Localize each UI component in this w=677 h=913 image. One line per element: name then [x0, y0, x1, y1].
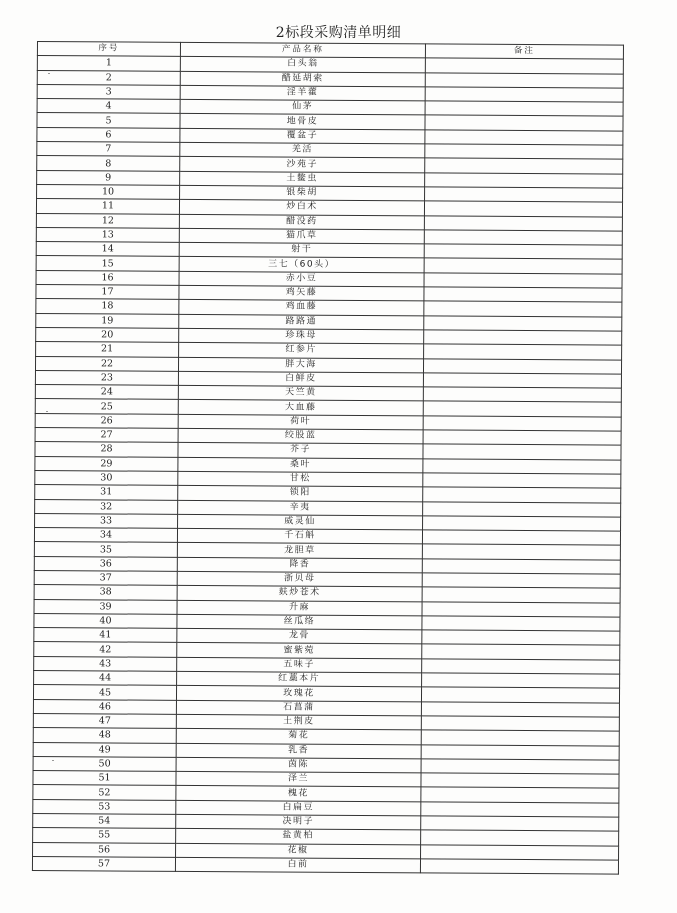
cell-seq: 13 — [36, 227, 179, 242]
cell-remark — [422, 673, 620, 689]
cell-remark — [422, 544, 620, 560]
cell-product-name: 白头翁 — [180, 57, 425, 73]
cell-remark — [421, 730, 619, 746]
cell-remark — [421, 702, 619, 718]
cell-seq: 38 — [34, 585, 177, 600]
cell-remark — [425, 101, 623, 117]
cell-seq: 36 — [34, 556, 177, 571]
cell-product-name: 白前 — [175, 857, 420, 873]
cell-seq: 34 — [34, 528, 177, 543]
cell-seq: 50 — [33, 756, 176, 771]
cell-seq: 21 — [36, 342, 179, 357]
cell-remark — [421, 687, 619, 703]
procurement-table — [32, 41, 624, 875]
cell-seq: 3 — [37, 84, 180, 99]
cell-remark — [422, 601, 620, 617]
cell-seq: 7 — [37, 142, 180, 157]
cell-seq: 2 — [37, 70, 180, 85]
cell-seq: 46 — [33, 699, 176, 714]
cell-remark — [421, 830, 619, 846]
cell-product-name: 蜜紫菀 — [177, 643, 422, 659]
cell-product-name: 锁阳 — [178, 486, 423, 502]
cell-seq: 14 — [36, 242, 179, 257]
cell-remark — [424, 301, 622, 317]
cell-product-name: 石菖蒲 — [176, 700, 421, 716]
cell-seq: 56 — [33, 842, 176, 857]
cell-product-name: 覆盆子 — [180, 128, 425, 144]
cell-remark — [425, 87, 623, 103]
cell-seq: 19 — [36, 313, 179, 328]
cell-seq: 45 — [33, 685, 176, 700]
cell-remark — [421, 744, 619, 760]
cell-product-name: 醋没药 — [179, 214, 424, 230]
cell-seq: 33 — [35, 513, 178, 528]
cell-remark — [425, 158, 623, 174]
cell-product-name: 三七（60头） — [179, 257, 424, 273]
cell-seq: 37 — [34, 570, 177, 585]
table-row — [32, 856, 618, 874]
cell-seq: 42 — [34, 642, 177, 657]
cell-product-name: 银柴胡 — [180, 185, 425, 201]
cell-product-name: 龙骨 — [177, 629, 422, 645]
cell-remark — [423, 458, 621, 474]
cell-seq: 8 — [37, 156, 180, 171]
cell-seq: 47 — [33, 713, 176, 728]
cell-seq: 25 — [35, 399, 178, 414]
cell-seq: 39 — [34, 599, 177, 614]
cell-product-name: 升麻 — [177, 600, 422, 616]
cell-product-name: 猫爪草 — [179, 228, 424, 244]
cell-seq: 9 — [37, 170, 180, 185]
cell-product-name: 绞股蓝 — [178, 428, 423, 444]
cell-product-name: 槐花 — [176, 786, 421, 802]
cell-product-name: 土鳖虫 — [180, 171, 425, 187]
cell-product-name: 降香 — [177, 557, 422, 573]
cell-product-name: 花椒 — [176, 843, 421, 859]
cell-remark — [423, 373, 621, 389]
cell-seq: 16 — [36, 270, 179, 285]
cell-seq: 1 — [37, 56, 180, 71]
header-remark: 备注 — [425, 44, 623, 60]
cell-seq: 44 — [34, 671, 177, 686]
cell-remark — [425, 144, 623, 160]
cell-remark — [425, 58, 623, 74]
cell-remark — [425, 173, 623, 189]
cell-seq: 24 — [35, 385, 178, 400]
cell-product-name: 玫瑰花 — [176, 686, 421, 702]
cell-remark — [422, 630, 620, 646]
cell-product-name: 大血藤 — [178, 400, 423, 416]
cell-product-name: 红参片 — [179, 343, 424, 359]
cell-seq: 30 — [35, 470, 178, 485]
cell-remark — [424, 316, 622, 332]
cell-product-name: 威灵仙 — [178, 514, 423, 530]
cell-remark — [421, 802, 619, 818]
cell-remark — [424, 344, 622, 360]
cell-seq: 40 — [34, 613, 177, 628]
cell-product-name: 泽兰 — [176, 772, 421, 788]
cell-remark — [424, 201, 622, 217]
cell-seq: 5 — [37, 113, 180, 128]
cell-remark — [421, 816, 619, 832]
cell-seq: 20 — [36, 327, 179, 342]
cell-remark — [421, 716, 619, 732]
cell-product-name: 土荆皮 — [176, 714, 421, 730]
cell-product-name: 桑叶 — [178, 457, 423, 473]
cell-product-name: 乳香 — [176, 743, 421, 759]
cell-product-name: 羌活 — [180, 142, 425, 158]
cell-seq: 23 — [35, 370, 178, 385]
cell-remark — [423, 487, 621, 503]
cell-remark — [421, 759, 619, 775]
cell-seq: 31 — [35, 485, 178, 500]
header-product-name: 产品名称 — [180, 42, 425, 58]
cell-seq: 28 — [35, 442, 178, 457]
cell-product-name: 天竺黄 — [178, 385, 423, 401]
cell-product-name: 茵陈 — [176, 757, 421, 773]
cell-seq: 57 — [32, 856, 175, 871]
cell-product-name: 胖大海 — [178, 357, 423, 373]
cell-seq: 22 — [35, 356, 178, 371]
cell-remark — [420, 859, 618, 875]
cell-seq: 29 — [35, 456, 178, 471]
cell-remark — [424, 258, 622, 274]
cell-product-name: 沙苑子 — [180, 157, 425, 173]
cell-seq: 10 — [37, 184, 180, 199]
cell-product-name: 地骨皮 — [180, 114, 425, 130]
cell-product-name: 菊花 — [176, 729, 421, 745]
cell-remark — [422, 659, 620, 675]
cell-seq: 55 — [33, 828, 176, 843]
cell-remark — [425, 72, 623, 88]
cell-remark — [424, 215, 622, 231]
cell-product-name: 龙胆草 — [177, 543, 422, 559]
cell-product-name: 赤小豆 — [179, 271, 424, 287]
cell-product-name: 甘松 — [178, 471, 423, 487]
cell-remark — [424, 273, 622, 289]
cell-product-name: 白鲜皮 — [178, 371, 423, 387]
cell-remark — [422, 644, 620, 660]
cell-product-name: 路路通 — [179, 314, 424, 330]
cell-remark — [421, 773, 619, 789]
cell-remark — [424, 244, 622, 260]
cell-product-name: 红藁本片 — [177, 671, 422, 687]
cell-remark — [421, 844, 619, 860]
cell-remark — [423, 430, 621, 446]
cell-remark — [425, 130, 623, 146]
cell-remark — [423, 387, 621, 403]
cell-product-name: 珍珠母 — [179, 328, 424, 344]
cell-product-name: 仙茅 — [180, 100, 425, 116]
cell-remark — [421, 787, 619, 803]
cell-seq: 27 — [35, 428, 178, 443]
cell-product-name: 浙贝母 — [177, 571, 422, 587]
cell-seq: 43 — [34, 656, 177, 671]
cell-product-name: 淫羊藿 — [180, 85, 425, 101]
cell-remark — [424, 330, 622, 346]
cell-remark — [423, 473, 621, 489]
cell-seq: 6 — [37, 127, 180, 142]
cell-product-name: 白扁豆 — [176, 800, 421, 816]
cell-product-name: 炒白术 — [179, 200, 424, 216]
cell-remark — [423, 401, 621, 417]
cell-product-name: 决明子 — [176, 814, 421, 830]
procurement-table-wrapper — [32, 41, 623, 875]
cell-product-name: 丝瓜络 — [177, 614, 422, 630]
cell-remark — [425, 187, 623, 203]
cell-product-name: 鸡矢藤 — [179, 285, 424, 301]
cell-remark — [423, 416, 621, 432]
cell-seq: 53 — [33, 799, 176, 814]
cell-seq: 11 — [36, 199, 179, 214]
cell-remark — [422, 616, 620, 632]
cell-seq: 51 — [33, 771, 176, 786]
cell-seq: 17 — [36, 285, 179, 300]
cell-product-name: 盐黄柏 — [176, 829, 421, 845]
cell-remark — [422, 530, 620, 546]
cell-product-name: 辛夷 — [178, 500, 423, 516]
cell-seq: 32 — [35, 499, 178, 514]
cell-seq: 15 — [36, 256, 179, 271]
cell-product-name: 鸡血藤 — [179, 300, 424, 316]
scan-speck — [52, 760, 54, 761]
cell-remark — [422, 587, 620, 603]
cell-seq: 41 — [34, 628, 177, 643]
cell-remark — [423, 501, 621, 517]
cell-seq: 52 — [33, 785, 176, 800]
cell-seq: 49 — [33, 742, 176, 757]
cell-remark — [423, 444, 621, 460]
cell-product-name: 五味子 — [177, 657, 422, 673]
cell-seq: 26 — [35, 413, 178, 428]
document-title: 2标段采购清单明细 — [275, 25, 402, 41]
cell-seq: 35 — [34, 542, 177, 557]
scan-speck — [48, 73, 50, 74]
cell-remark — [424, 230, 622, 246]
cell-product-name: 射干 — [179, 243, 424, 259]
table-body — [32, 56, 623, 874]
cell-seq: 12 — [36, 213, 179, 228]
cell-product-name: 芥子 — [178, 443, 423, 459]
cell-seq: 18 — [36, 299, 179, 314]
cell-product-name: 千石斛 — [177, 528, 422, 544]
cell-product-name: 麸炒苍术 — [177, 586, 422, 602]
cell-seq: 48 — [33, 728, 176, 743]
cell-remark — [425, 115, 623, 131]
header-seq: 序号 — [37, 42, 180, 57]
cell-product-name: 醋延胡索 — [180, 71, 425, 87]
cell-product-name: 荷叶 — [178, 414, 423, 430]
cell-remark — [423, 516, 621, 532]
cell-remark — [424, 287, 622, 303]
scan-speck — [46, 411, 48, 412]
cell-seq: 54 — [33, 814, 176, 829]
cell-remark — [422, 559, 620, 575]
cell-seq: 4 — [37, 99, 180, 114]
cell-remark — [422, 573, 620, 589]
cell-remark — [423, 358, 621, 374]
